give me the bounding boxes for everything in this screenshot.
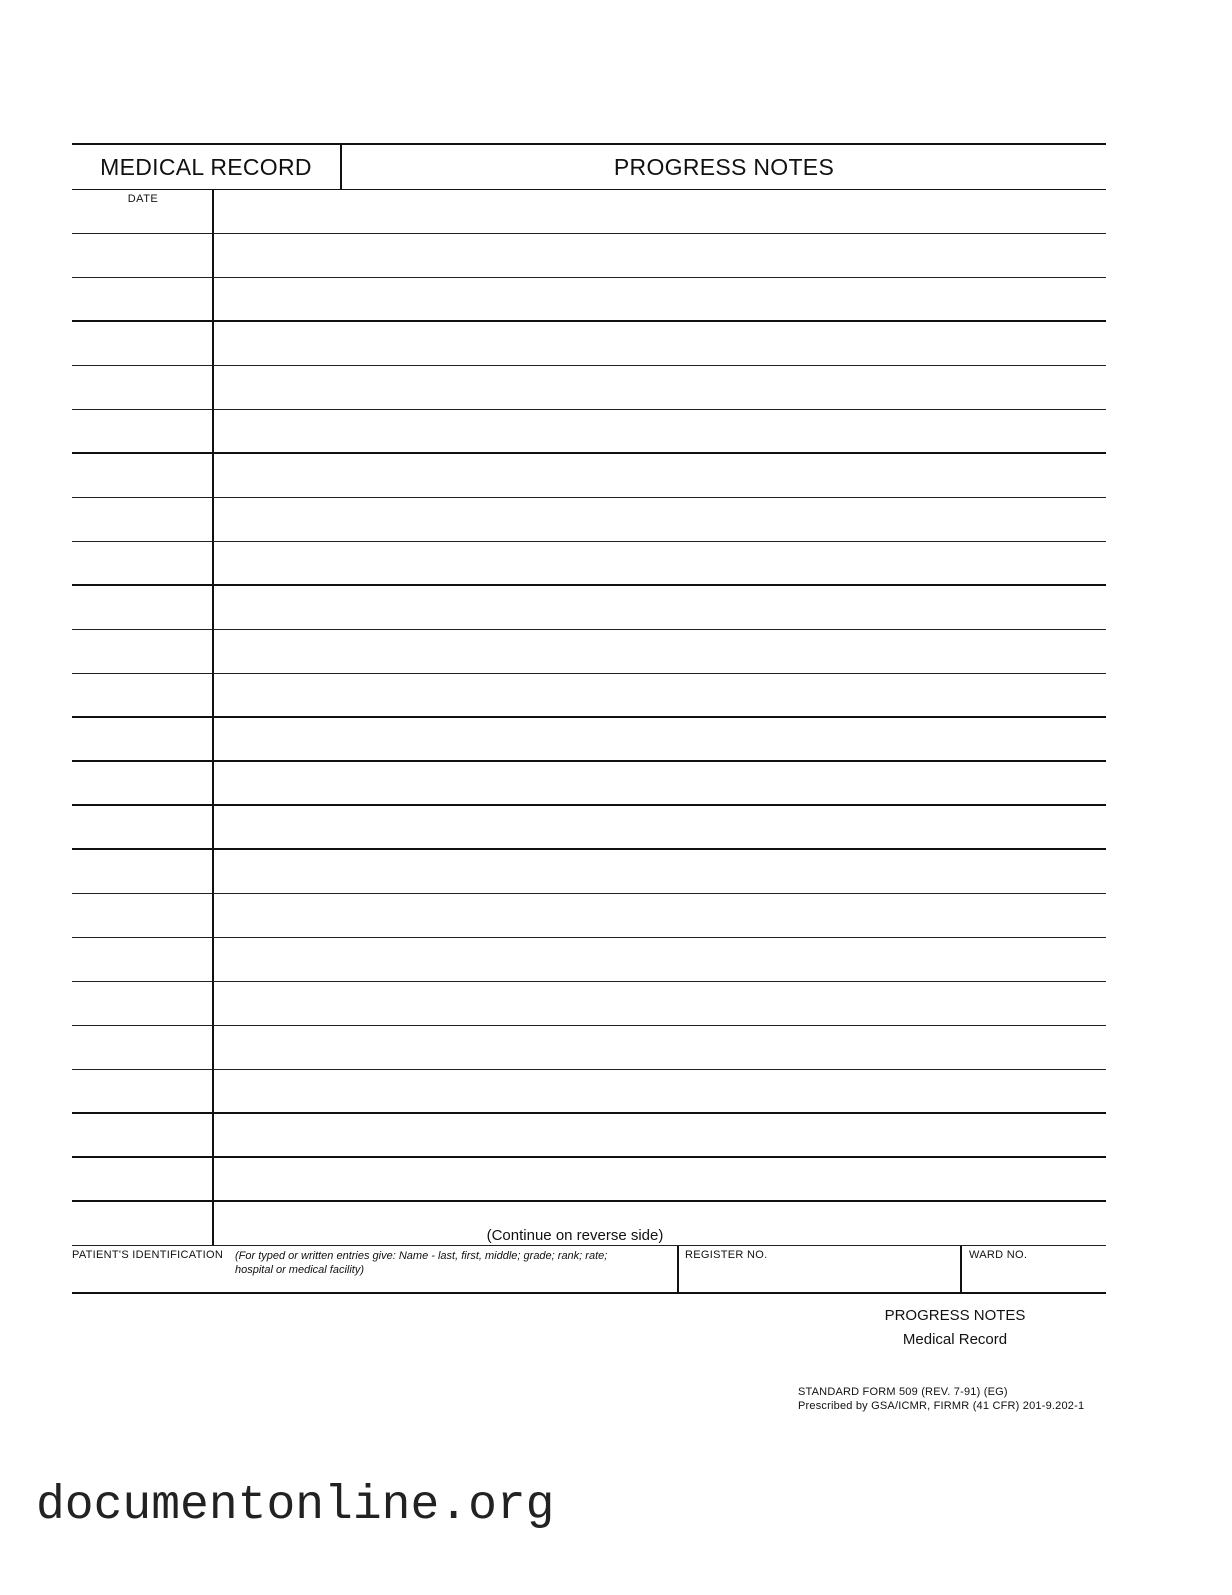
date-cell[interactable] xyxy=(72,1158,214,1200)
ward-no-label: WARD NO. xyxy=(969,1249,1028,1261)
date-cell[interactable] xyxy=(72,586,214,629)
table-row xyxy=(72,1202,1106,1246)
date-cell[interactable] xyxy=(72,630,214,673)
note-cell[interactable] xyxy=(214,498,1106,541)
date-cell[interactable] xyxy=(72,1070,214,1112)
date-cell[interactable] xyxy=(72,366,214,409)
patient-identification-instructions xyxy=(235,1249,675,1277)
ward-no-field[interactable] xyxy=(962,1246,1106,1295)
table-row xyxy=(72,1070,1106,1114)
date-cell[interactable] xyxy=(72,762,214,804)
date-cell[interactable] xyxy=(72,938,214,981)
patient-identification-label: PATIENT'S IDENTIFICATION xyxy=(72,1249,224,1261)
note-cell[interactable] xyxy=(214,806,1106,848)
register-no-label: REGISTER NO. xyxy=(685,1249,768,1261)
medical-record-title: MEDICAL RECORD xyxy=(72,145,342,189)
register-no-field[interactable] xyxy=(677,1246,962,1292)
date-cell[interactable] xyxy=(72,498,214,541)
note-cell[interactable] xyxy=(214,234,1106,277)
table-row xyxy=(72,850,1106,894)
note-cell[interactable] xyxy=(214,718,1106,760)
date-cell[interactable] xyxy=(72,806,214,848)
note-cell[interactable] xyxy=(214,190,1106,233)
form-number-line-2: Prescribed by GSA/ICMR, FIRMR (41 CFR) 201-9.202-1 xyxy=(798,1400,1085,1412)
date-cell[interactable] xyxy=(72,850,214,893)
table-row xyxy=(72,410,1106,454)
table-row xyxy=(72,454,1106,498)
footer-title xyxy=(860,1304,1050,1352)
note-cell[interactable] xyxy=(214,586,1106,629)
date-cell[interactable] xyxy=(72,982,214,1025)
date-cell[interactable] xyxy=(72,234,214,277)
table-row xyxy=(72,938,1106,982)
table-row xyxy=(72,1158,1106,1202)
note-cell[interactable] xyxy=(214,278,1106,320)
form-header xyxy=(72,143,1106,190)
note-cell[interactable] xyxy=(214,410,1106,452)
notes-table xyxy=(72,190,1106,1246)
table-row xyxy=(72,806,1106,850)
table-row xyxy=(72,1026,1106,1070)
date-column-label: DATE xyxy=(127,193,159,205)
note-cell[interactable] xyxy=(214,982,1106,1025)
date-cell[interactable] xyxy=(72,322,214,365)
table-row xyxy=(72,366,1106,410)
date-cell[interactable] xyxy=(72,542,214,584)
form-number-line-1: STANDARD FORM 509 (REV. 7-91) (EG) xyxy=(798,1386,1008,1398)
table-row xyxy=(72,894,1106,938)
continue-note-wrapper xyxy=(214,1227,1106,1244)
table-row xyxy=(72,1114,1106,1158)
patient-identification-section xyxy=(72,1246,1106,1294)
note-cell[interactable] xyxy=(214,938,1106,981)
table-row xyxy=(72,674,1106,718)
table-row xyxy=(72,630,1106,674)
instructions-line-1: (For typed or written entries give: Name - last, first, middle; grade; rank; rate; xyxy=(235,1250,608,1262)
note-cell[interactable] xyxy=(214,1026,1106,1069)
table-row xyxy=(72,762,1106,806)
date-cell[interactable] xyxy=(72,410,214,452)
date-cell[interactable] xyxy=(72,894,214,937)
note-cell[interactable] xyxy=(214,454,1106,497)
note-cell[interactable] xyxy=(214,1114,1106,1156)
continue-note: (Continue on reverse side) xyxy=(486,1227,664,1244)
watermark: documentonline.org xyxy=(36,1479,555,1533)
note-cell[interactable] xyxy=(214,674,1106,716)
table-row xyxy=(72,982,1106,1026)
note-cell[interactable] xyxy=(214,322,1106,365)
note-cell[interactable] xyxy=(214,366,1106,409)
instructions-line-2: hospital or medical facility) xyxy=(235,1264,364,1276)
note-cell[interactable] xyxy=(214,630,1106,673)
table-row xyxy=(72,498,1106,542)
table-row xyxy=(72,718,1106,762)
note-cell[interactable] xyxy=(214,542,1106,584)
date-cell[interactable] xyxy=(72,1114,214,1156)
date-cell[interactable] xyxy=(72,278,214,320)
note-cell[interactable] xyxy=(214,1070,1106,1112)
date-cell[interactable] xyxy=(72,1202,214,1245)
note-cell[interactable] xyxy=(214,762,1106,804)
date-cell[interactable] xyxy=(72,454,214,497)
footer-title-line-2: Medical Record xyxy=(902,1331,1008,1348)
table-row xyxy=(72,322,1106,366)
table-row xyxy=(72,586,1106,630)
note-cell[interactable] xyxy=(214,1158,1106,1200)
table-row xyxy=(72,234,1106,278)
note-cell[interactable] xyxy=(214,894,1106,937)
form-number xyxy=(798,1385,1084,1413)
footer-title-line-1: PROGRESS NOTES xyxy=(884,1307,1026,1324)
progress-notes-title: PROGRESS NOTES xyxy=(613,153,835,180)
date-cell[interactable] xyxy=(72,718,214,760)
progress-notes-form xyxy=(72,143,1106,1294)
table-row xyxy=(72,542,1106,586)
date-cell[interactable] xyxy=(72,1026,214,1069)
table-row xyxy=(72,190,1106,234)
table-row xyxy=(72,278,1106,322)
date-cell[interactable] xyxy=(72,674,214,716)
note-cell[interactable] xyxy=(214,850,1106,893)
